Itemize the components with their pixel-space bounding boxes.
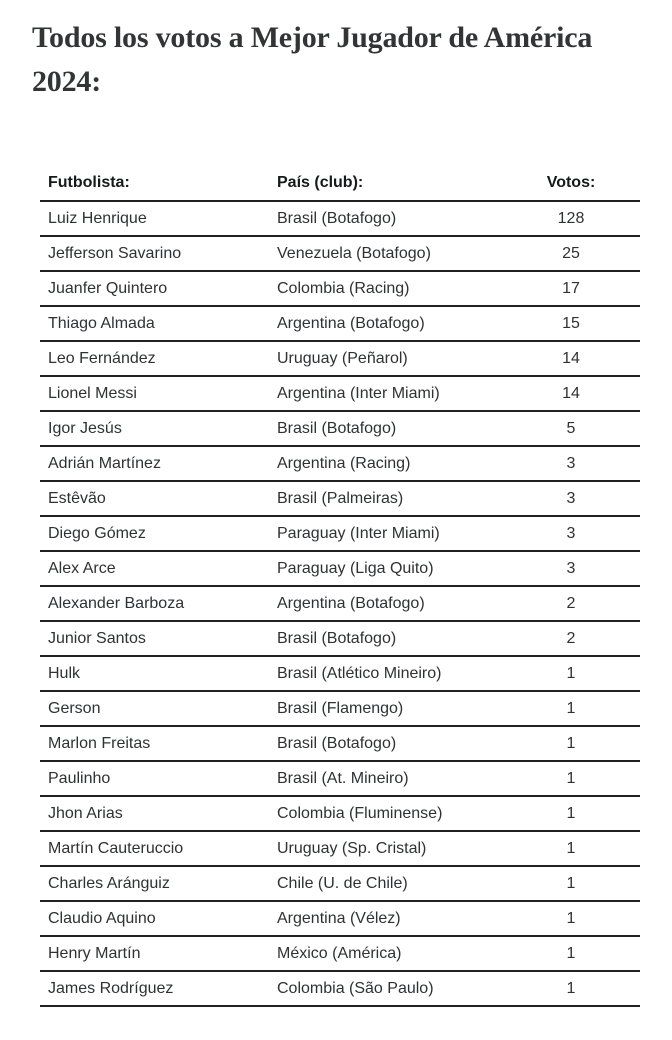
- player-cell: Charles Aránguiz: [40, 866, 277, 901]
- table-row: [40, 551, 640, 586]
- country-club-cell: Argentina (Botafogo): [277, 586, 502, 621]
- table-row: [40, 901, 640, 936]
- votes-cell: 128: [502, 201, 640, 236]
- votes-cell: 1: [502, 726, 640, 761]
- country-club-cell: Argentina (Vélez): [277, 901, 502, 936]
- player-cell: Thiago Almada: [40, 306, 277, 341]
- country-club-cell: Venezuela (Botafogo): [277, 236, 502, 271]
- player-cell: Estêvão: [40, 481, 277, 516]
- player-cell: Diego Gómez: [40, 516, 277, 551]
- votes-cell: 1: [502, 656, 640, 691]
- country-club-cell: Uruguay (Peñarol): [277, 341, 502, 376]
- votes-cell: 17: [502, 271, 640, 306]
- player-cell: James Rodríguez: [40, 971, 277, 1006]
- page-title: [32, 16, 640, 104]
- country-club-cell: Argentina (Botafogo): [277, 306, 502, 341]
- votes-cell: 2: [502, 586, 640, 621]
- country-club-cell: Paraguay (Inter Miami): [277, 516, 502, 551]
- table-row: [40, 376, 640, 411]
- votes-cell: 1: [502, 866, 640, 901]
- country-club-cell: Uruguay (Sp. Cristal): [277, 831, 502, 866]
- table-row: [40, 516, 640, 551]
- votes-cell: 1: [502, 971, 640, 1006]
- table-header-row: [40, 166, 640, 201]
- table-row: [40, 201, 640, 236]
- table-row: [40, 726, 640, 761]
- table-row: [40, 446, 640, 481]
- votes-cell: 1: [502, 761, 640, 796]
- votes-cell: 3: [502, 446, 640, 481]
- player-cell: Juanfer Quintero: [40, 271, 277, 306]
- table-row: [40, 621, 640, 656]
- table-body: [40, 201, 640, 1006]
- table-row: [40, 796, 640, 831]
- table-row: [40, 691, 640, 726]
- country-club-cell: Chile (U. de Chile): [277, 866, 502, 901]
- player-cell: Igor Jesús: [40, 411, 277, 446]
- table-row: [40, 656, 640, 691]
- votes-cell: 14: [502, 341, 640, 376]
- votes-cell: 3: [502, 481, 640, 516]
- votes-cell: 3: [502, 551, 640, 586]
- country-club-cell: Argentina (Racing): [277, 446, 502, 481]
- country-club-cell: Brasil (Flamengo): [277, 691, 502, 726]
- article: [0, 16, 672, 1007]
- country-club-cell: Brasil (At. Mineiro): [277, 761, 502, 796]
- votes-cell: 14: [502, 376, 640, 411]
- country-club-cell: Brasil (Atlético Mineiro): [277, 656, 502, 691]
- player-cell: Lionel Messi: [40, 376, 277, 411]
- player-cell: Martín Cauteruccio: [40, 831, 277, 866]
- country-club-cell: Brasil (Botafogo): [277, 726, 502, 761]
- country-club-cell: Brasil (Botafogo): [277, 621, 502, 656]
- votes-cell: 3: [502, 516, 640, 551]
- table-row: [40, 761, 640, 796]
- table-row: [40, 411, 640, 446]
- page-title-line-2: 2024:: [32, 65, 101, 98]
- player-cell: Marlon Freitas: [40, 726, 277, 761]
- votes-cell: 2: [502, 621, 640, 656]
- country-club-cell: México (América): [277, 936, 502, 971]
- votes-cell: 1: [502, 796, 640, 831]
- player-cell: Claudio Aquino: [40, 901, 277, 936]
- votes-cell: 15: [502, 306, 640, 341]
- votes-cell: 1: [502, 691, 640, 726]
- votes-cell: 5: [502, 411, 640, 446]
- player-cell: Jefferson Savarino: [40, 236, 277, 271]
- votes-table: [40, 166, 640, 1007]
- player-cell: Junior Santos: [40, 621, 277, 656]
- country-club-cell: Colombia (São Paulo): [277, 971, 502, 1006]
- player-cell: Leo Fernández: [40, 341, 277, 376]
- votes-cell: 1: [502, 831, 640, 866]
- votes-cell: 1: [502, 901, 640, 936]
- table-row: [40, 866, 640, 901]
- header-futbolista: Futbolista:: [40, 166, 277, 201]
- page-title-line-1: Todos los votos a Mejor Jugador de América: [32, 21, 593, 54]
- player-cell: Henry Martín: [40, 936, 277, 971]
- player-cell: Adrián Martínez: [40, 446, 277, 481]
- table-row: [40, 306, 640, 341]
- votes-cell: 1: [502, 936, 640, 971]
- table-row: [40, 831, 640, 866]
- table-row: [40, 341, 640, 376]
- header-pais-club: País (club):: [277, 166, 502, 201]
- country-club-cell: Colombia (Racing): [277, 271, 502, 306]
- table-row: [40, 481, 640, 516]
- table-row: [40, 586, 640, 621]
- country-club-cell: Paraguay (Liga Quito): [277, 551, 502, 586]
- country-club-cell: Brasil (Botafogo): [277, 201, 502, 236]
- table-row: [40, 271, 640, 306]
- player-cell: Gerson: [40, 691, 277, 726]
- country-club-cell: Colombia (Fluminense): [277, 796, 502, 831]
- player-cell: Alexander Barboza: [40, 586, 277, 621]
- table-row: [40, 936, 640, 971]
- player-cell: Jhon Arias: [40, 796, 277, 831]
- country-club-cell: Brasil (Palmeiras): [277, 481, 502, 516]
- player-cell: Luiz Henrique: [40, 201, 277, 236]
- player-cell: Alex Arce: [40, 551, 277, 586]
- player-cell: Hulk: [40, 656, 277, 691]
- table-row: [40, 236, 640, 271]
- country-club-cell: Argentina (Inter Miami): [277, 376, 502, 411]
- country-club-cell: Brasil (Botafogo): [277, 411, 502, 446]
- player-cell: Paulinho: [40, 761, 277, 796]
- table-row: [40, 971, 640, 1006]
- header-votos: Votos:: [502, 166, 640, 201]
- votes-cell: 25: [502, 236, 640, 271]
